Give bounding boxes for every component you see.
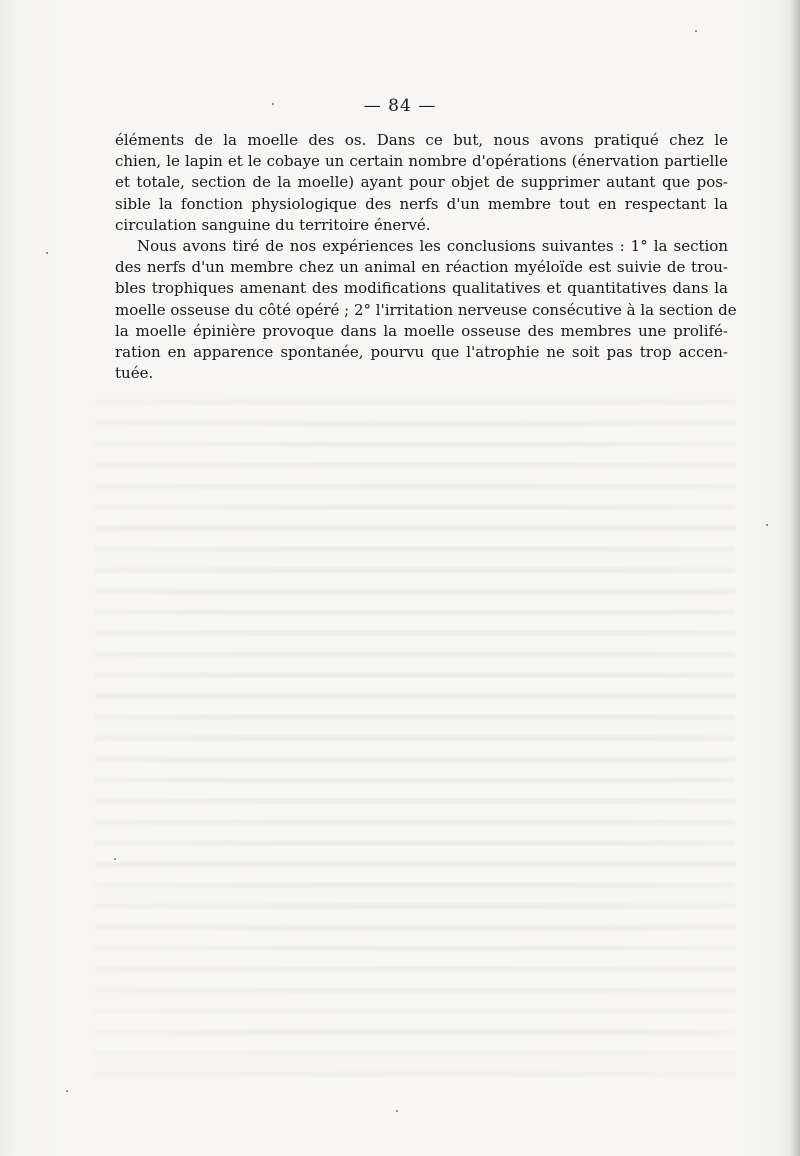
page-number: — 84 — [363,96,437,116]
text-line: sible la fonction physiologique des nerfs d'un membre tout en respectant la [115,194,728,213]
paper-speck [396,1110,398,1112]
text-line: éléments de la moelle des os. Dans ce but, nous avons pratiqué chez le [115,131,728,149]
paper-speck [272,103,274,105]
paragraph-1 [115,130,728,236]
text-line: Nous avons tiré de nos expériences les conclusions suivantes : 1° la section [137,237,728,256]
text-line: bles trophiques amenant des modifications qualitatives et quantitatives dans la [115,279,728,298]
text-line: circulation sanguine du territoire énervé. [115,215,431,234]
page-edge-shadow [790,0,800,1156]
paragraph-2 [115,236,737,384]
show-through-fade [95,385,735,1085]
paper-speck [114,858,116,860]
paper-speck [766,524,768,526]
text-line: chien, le lapin et le cobaye un certain nombre d'opérations (énervation partielle [115,152,728,171]
text-line: ration en apparence spontanée, pourvu que l'atrophie ne soit pas trop accen- [115,343,728,362]
text-line: et totale, section de la moelle) ayant pour objet de supprimer autant que pos- [115,173,728,192]
paper-speck [695,30,697,32]
text-line: moelle osseuse du côté opéré ; 2° l'irritation nerveuse consécutive à la section de [115,300,737,319]
body-text [115,130,737,384]
text-line: tuée. [115,364,154,383]
text-line: des nerfs d'un membre chez un animal en réaction myéloïde est suivie de trou- [115,258,728,277]
text-line: la moelle épinière provoque dans la moelle osseuse des membres une prolifé- [115,321,728,340]
paper-speck [46,252,48,254]
paper-speck [66,1090,68,1092]
